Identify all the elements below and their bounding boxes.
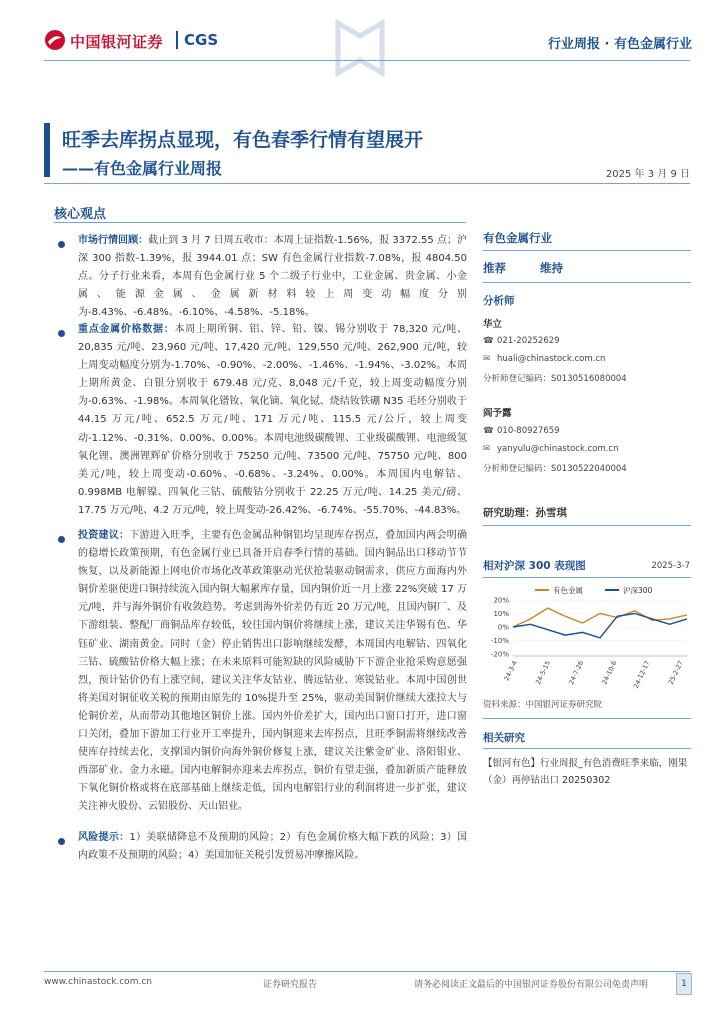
- investment-label: 投资建议：: [78, 530, 130, 541]
- investment-paragraph: [78, 527, 467, 817]
- footer-website[interactable]: www.chinastock.com.cn: [44, 977, 152, 987]
- y-tick-label: -20%: [490, 650, 509, 659]
- market-review-text: 截止到 3 月 7 日周五收市：本周上证指数-1.56%，报 3372.55 点；沪深 300 指数-1.39%，报 3944.01 点；SW 有色金属行业指数-7.08%，报 4804.50 点。分子行业来看，本周有色金属行业 5 个二级子行业中，工业金属、贵金属、小金属、能源金属、金属新材料较上周变动幅度分别为-8.43%、-6.48%、-6.10%、-4.58%、-5.18%。: [78, 235, 468, 319]
- bullet-investment: [58, 536, 65, 543]
- market-review-label: 市场行情回顾：: [78, 235, 149, 246]
- assistant-divider: [483, 525, 691, 526]
- y-tick-label: 10%: [493, 610, 509, 618]
- email-icon: ✉: [483, 444, 491, 454]
- page-number: 1: [676, 973, 692, 995]
- y-tick-label: 20%: [493, 596, 509, 605]
- relative-performance-chart: [483, 582, 691, 690]
- analyst2-reg: 分析师登记编码：S0130522040004: [483, 464, 627, 474]
- risk-label: 风险提示：: [78, 832, 130, 843]
- core-views-divider: [54, 222, 466, 223]
- analyst2-phone: 010-80927659: [497, 426, 560, 436]
- x-tick-label: 24-3-4: [502, 659, 519, 683]
- price-data-paragraph: [78, 321, 467, 520]
- legend-label-0: 有色金属: [553, 586, 583, 595]
- x-tick-label: 24-10-6: [600, 659, 619, 686]
- report-type: 行业周报 · 有色金属行业: [548, 37, 692, 52]
- title-divider: [44, 183, 690, 184]
- analyst1-email[interactable]: huali@chinastock.com.cn: [497, 354, 606, 364]
- analyst1-phone: 021-20252629: [497, 336, 560, 346]
- chart-heading: 相对沪深 300 表现图: [483, 560, 586, 572]
- market-review-paragraph: [78, 232, 467, 322]
- title-accent-bar: [44, 123, 50, 177]
- rating-value: 维持: [540, 261, 563, 275]
- brand-logo-icon: [44, 29, 66, 51]
- source-divider: [483, 718, 691, 719]
- rating-divider: [483, 282, 691, 283]
- industry-label: 有色金属行业: [483, 231, 552, 245]
- related-research-item[interactable]: 【银河有色】行业周报_有色消费旺季来临，刚果（金）再停钴出口 20250302: [483, 758, 688, 786]
- brand-name: 中国银河证券: [70, 33, 164, 51]
- analyst1-reg: 分析师登记编码：S0130516080004: [483, 374, 627, 384]
- footer-divider: [44, 971, 690, 972]
- watermark-logo-icon: [330, 18, 390, 78]
- x-tick-label: 24-5-15: [534, 659, 553, 686]
- chart-source: 资料来源：中国银河证券研究院: [483, 700, 603, 710]
- analyst1-name: 华立: [483, 319, 503, 330]
- page-title: 旺季去库拐点显现，有色春季行情有望展开: [62, 129, 424, 151]
- risk-text: 1）美联储降息不及预期的风险；2）有色金属价格大幅下跌的风险；3）国内政策不及预期的风险；4）美国加征关税引发贸易冲摩擦风险。: [78, 832, 468, 862]
- analyst2-name: 阎予露: [483, 408, 512, 419]
- x-tick-label: 24-7-26: [567, 659, 586, 686]
- brand-cgs: CGS: [184, 31, 219, 49]
- industry-divider: [483, 250, 691, 251]
- series-line-0: [513, 608, 687, 627]
- page-subtitle: ——有色金属行业周报: [62, 159, 223, 178]
- footer-center: 证券研究报告: [263, 980, 318, 990]
- y-tick-label: -10%: [490, 637, 509, 645]
- rating-label: 推荐: [483, 261, 506, 275]
- y-tick-label: 0%: [497, 623, 509, 632]
- related-research-heading: 相关研究: [483, 732, 525, 744]
- bullet-market-review: [58, 241, 65, 248]
- risk-paragraph: [78, 829, 467, 865]
- bullet-price-data: [58, 330, 65, 337]
- header-divider: [44, 60, 690, 61]
- related-divider: [483, 748, 691, 749]
- core-views-heading: 核心观点: [54, 207, 107, 222]
- research-assistant: 研究助理：孙雪琪: [483, 507, 567, 519]
- chart-divider: [483, 577, 691, 578]
- x-tick-label: 24-12-17: [631, 659, 652, 690]
- phone-icon: ☎: [483, 336, 494, 346]
- report-date: 2025 年 3 月 9 日: [605, 169, 690, 180]
- footer-disclaimer: 请务必阅读正文最后的中国银河证券股份有限公司免责声明: [414, 980, 649, 990]
- price-data-text: 本周上期所铜、铝、锌、铅、镍、锡分别收于 78,320 元/吨、20,835 元/吨、23,960 元/吨、17,420 元/吨、129,550 元/吨、262,900 元/吨，较上周变动幅度分别为-1.70%、-0.90%、-2.00%、-1.46%、-1.94%、-3.02%。本周上期所黄金、白银分别收于 679.48 元/克、8,048 元/千克，较上周变动幅度分别为-0.63%、-1.98%。本周氧化镨钕、氧化镝、氧化铽、烧结钕铁硼 N35 毛坯分别收于 44.15 万元/吨、652.5 万元/吨、171 万元/吨、115.5 元/公斤，较上周变动-1.12%、-0.31%、0.00%、0.00%。本周电池级碳酸锂、工业级碳酸锂、电池级氢氧化锂、澳洲锂辉矿价格分别收于 75250 元/吨、73500 元/吨、75750 元/吨、800 美元/吨，较上周变动-0.60%、-0.68%、-3.24%、0.00%。本周国内电解钴、0.998MB 电解镍、四氧化三钴、硫酸钴分别收于 22.25 万元/吨、14.25 美元/磅、17.75 万元/吨、4.2 万元/吨，较上周变动-26.42%、-6.74%、-55.70%、-44.83%。: [78, 324, 468, 516]
- phone-icon: ☎: [483, 426, 494, 436]
- series-line-1: [513, 614, 687, 638]
- brand-divider: [176, 31, 178, 49]
- email-icon: ✉: [483, 354, 491, 364]
- chart-date: 2025-3-7: [651, 561, 690, 571]
- x-tick-label: 25-2-27: [666, 659, 685, 686]
- price-data-label: 重点金属价格数据：: [78, 324, 175, 335]
- analyst2-email[interactable]: yanyulu@chinastock.com.cn: [497, 444, 619, 454]
- legend-label-1: 沪深300: [623, 586, 653, 595]
- investment-text: 下游进入旺季，主要有色金属品种铜铝均呈现库存拐点，叠加国内两会明确的稳增长政策预期，有色金属行业已具备开启春季行情的基础。国内铜品出口移动节节恢复，以及新能源上网电价市场化改革政策驱动光伏抢装驱动铜需求，供应方面海内外铜价差驱使进口铜持续流入国内铜大幅累库存量，国内铜价近一月上涨 22%突破 17 万元/吨，并与海外铜价有收敛趋势。考虑到海外价差仍有近 20 万元/吨，且国内铜厂、及下游组装、整配厂商铜品库存较低，较往国内铜价将继续上涨，建议关注华锡有色、华钰矿业、湖南黄金。同时（金）停止销售出口影响继续发酵，本周国内电解钴、四氧化三钴、硫酸钴价格大幅上涨；在未来原料可能短缺的风险威胁下下游企业抢采购意愿强烈，预计钴价仍有上涨空间，建议关注华友钴业、腾远钴业、寒锐钴业。本周中国创世将美国对铜征收关税的预期由原先的 10%提升至 25%，驱动美国铜价继续大涨拉大与伦铜价差，从而带动其他地区铜价上涨。国内外价差扩大，国内出口窗口打开，进口窗口关闭，叠加下游加工行业开工率提升，国内铜迎来去库拐点，且旺季铜需将继续改善使库存持续去化，支撑国内铜价向海外铜价修复上涨，建议关注紫金矿业、洛阳钼业、西部矿业、金力永磁。国内电解铜亦迎来去库拐点，铜价有望走强，叠加新质产能释放下氧化铜价格或将在底部基础上继续走低，国内电解铝行业的利润将进一步扩张，建议关注神火股份、云铝股份、天山铝业。: [78, 530, 468, 813]
- analyst-heading: 分析师: [483, 295, 515, 307]
- bullet-risk: [58, 838, 65, 845]
